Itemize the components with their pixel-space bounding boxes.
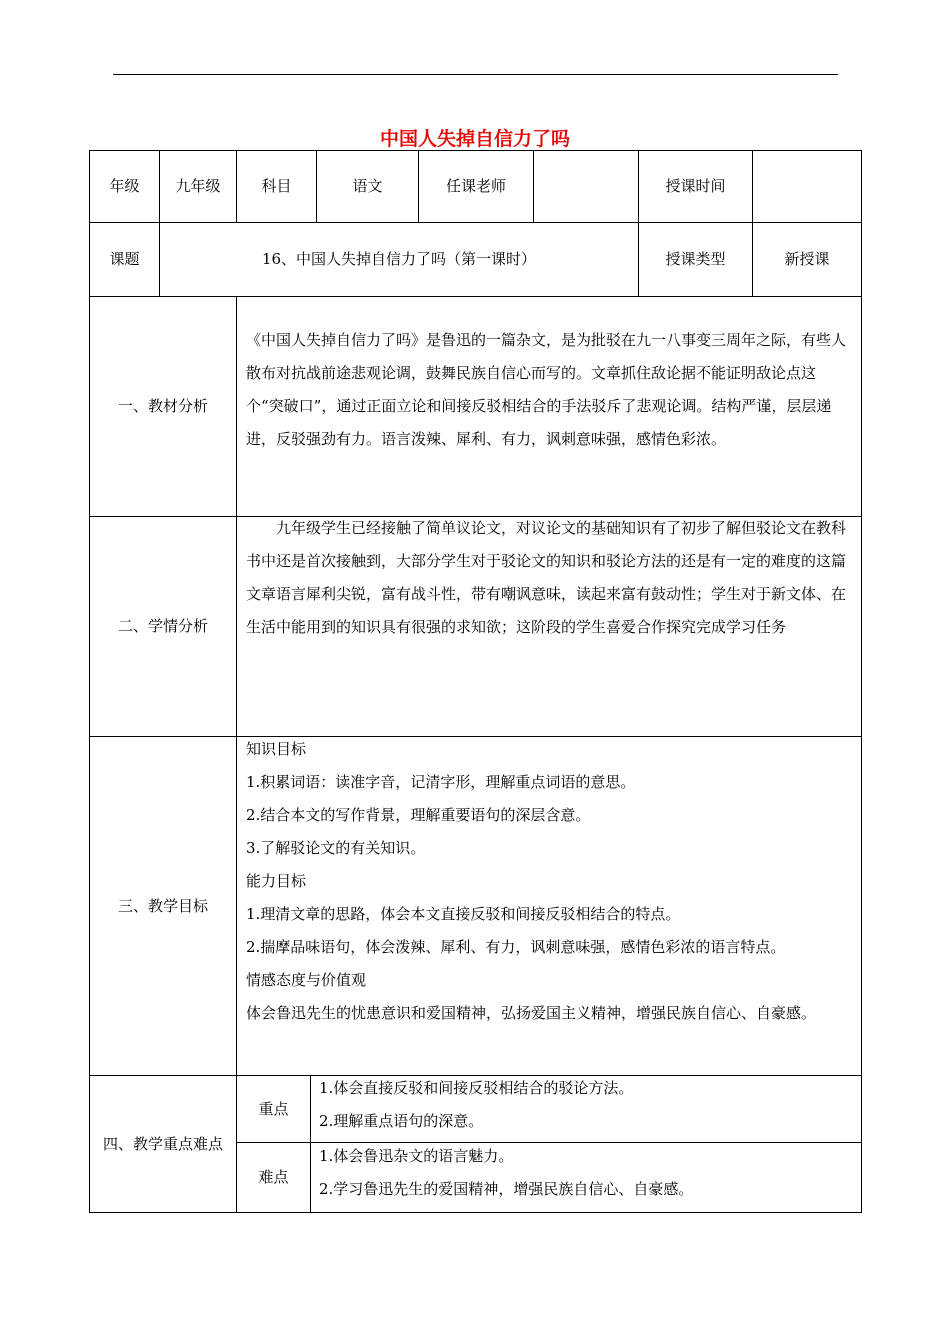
objective-item: 2.结合本文的写作背景，理解重要语句的深层含意。	[246, 806, 591, 824]
topic-value: 16、中国人失掉自信力了吗（第一课时）	[261, 250, 537, 268]
objective-heading-values: 情感态度与价值观	[246, 971, 367, 989]
page-title: 中国人失掉自信力了吗	[379, 128, 570, 150]
focus-item: 2.理解重点语句的深意。	[319, 1112, 484, 1130]
type-label: 授课类型	[665, 250, 726, 268]
objective-heading-knowledge: 知识目标	[246, 740, 307, 758]
difficulty-list	[311, 1140, 861, 1206]
teacher-value	[534, 151, 638, 222]
objective-heading-ability: 能力目标	[246, 872, 307, 890]
teaching-objectives-label: 三、教学目标	[117, 896, 208, 915]
focus-label: 重点	[258, 1099, 289, 1118]
student-analysis-label: 二、学情分析	[117, 617, 208, 635]
key-points-label: 四、教学重点难点	[102, 1135, 223, 1153]
objective-item: 1.积累词语：读准字音，记清字形，理解重点词语的意思。	[246, 773, 636, 791]
objective-item: 1.理清文章的思路，体会本文直接反驳和间接反驳相结合的特点。	[246, 905, 681, 923]
subject-value: 语文	[352, 177, 383, 195]
grade-label: 年级	[109, 177, 140, 195]
header-rule	[113, 74, 838, 75]
time-label: 授课时间	[665, 177, 726, 195]
teacher-label: 任课老师	[445, 177, 506, 195]
material-analysis-text: 《中国人失掉自信力了吗》是鲁迅的一篇杂文，是为批驳在九一八事变三周年之际，有些人散布对抗战前途悲观论调，鼓舞民族自信心而写的。文章抓住敌论据不能证明敌论点这个“突破口”，通过正面立论和间接反驳相结合的手法驳斥了悲观论调。结构严谨，层层递进，反驳强劲有力。语言泼辣、犀利、有力，讽刺意味强，感情色彩浓。	[246, 331, 847, 448]
focus-item: 1.体会直接反驳和间接反驳相结合的驳论方法。	[319, 1079, 634, 1097]
material-analysis-label: 一、教材分析	[117, 397, 208, 415]
teaching-objectives-list	[237, 733, 861, 1030]
time-value	[753, 151, 861, 222]
objective-item: 体会鲁迅先生的忧患意识和爱国精神，弘扬爱国主义精神，增强民族自信心、自豪感。	[246, 1004, 817, 1022]
objective-item: 3.了解驳论文的有关知识。	[246, 839, 426, 857]
type-value: 新授课	[784, 250, 830, 268]
topic-label: 课题	[109, 250, 140, 268]
objective-item: 2.揣摩品味语句，体会泼辣、犀利、有力，讽刺意味强，感情色彩浓的语言特点。	[246, 938, 786, 956]
focus-list	[311, 1072, 861, 1138]
subject-label: 科目	[261, 177, 292, 195]
difficulty-item: 2.学习鲁迅先生的爱国精神，增强民族自信心、自豪感。	[319, 1180, 694, 1198]
difficulty-item: 1.体会鲁迅杂文的语言魅力。	[319, 1147, 514, 1165]
student-analysis-text: 九年级学生已经接触了简单议论文，对议论文的基础知识有了初步了解但驳论文在教科书中还是首次接触到，大部分学生对于驳论文的知识和驳论方法的还是有一定的难度的这篇文章语言犀利尖锐，富有战斗性，带有嘲讽意味，读起来富有鼓动性；学生对于新文体、在生活中能用到的知识具有很强的求知欲；这阶段的学生喜爱合作探究完成学习任务	[246, 519, 847, 636]
grade-value: 九年级	[175, 177, 221, 195]
difficulty-label: 难点	[258, 1168, 289, 1186]
